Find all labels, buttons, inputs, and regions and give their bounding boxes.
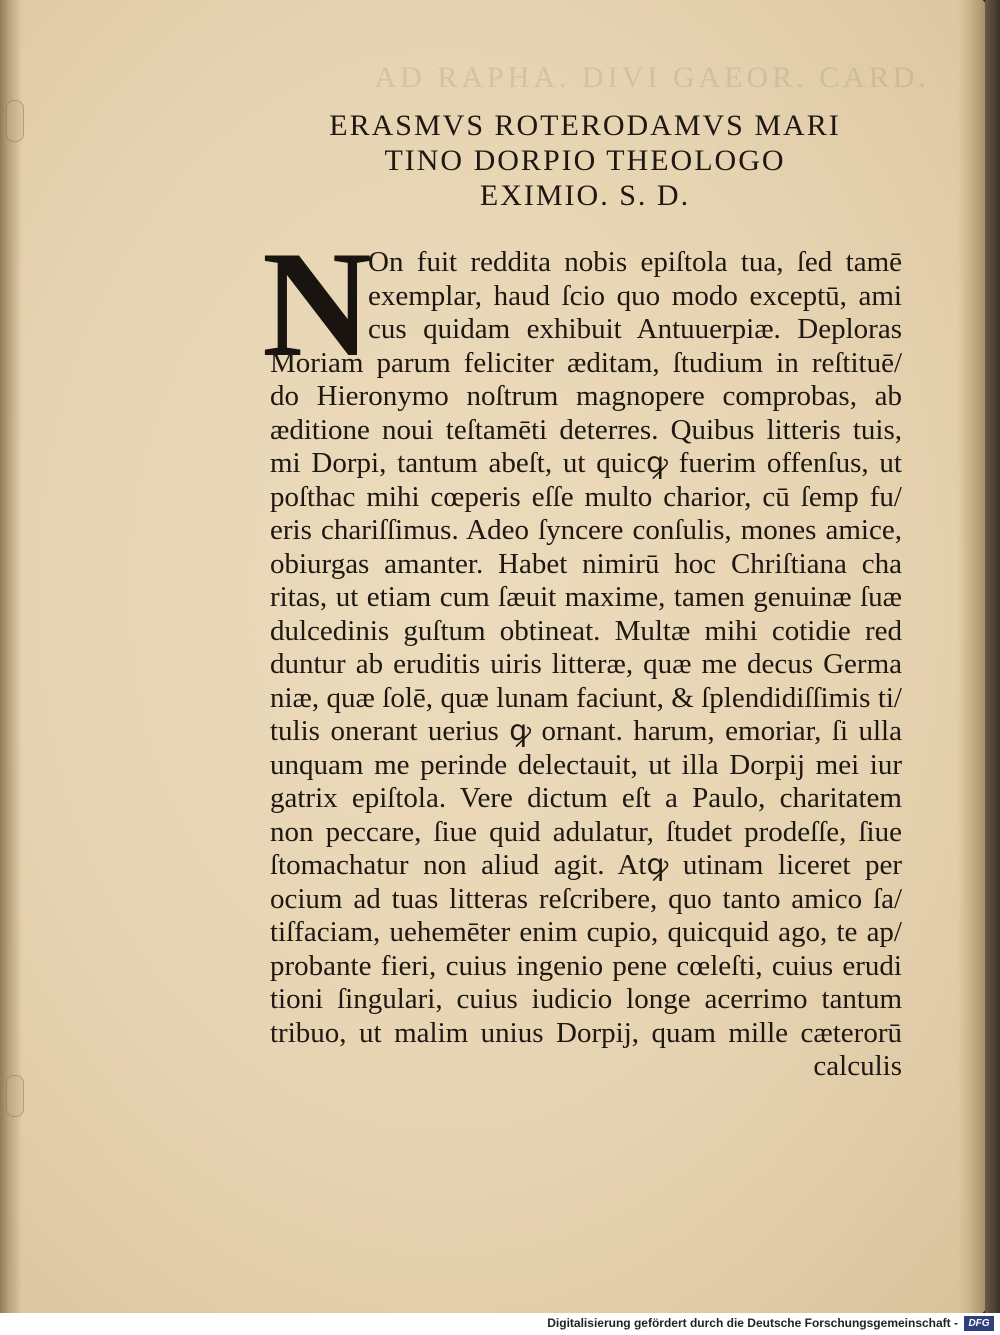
heading-line-2: TINO DORPIO THEOLOGO xyxy=(384,144,786,177)
drop-capital: N xyxy=(262,220,372,388)
text-line: Moriam parum feliciter æditam, ſtudium in reſtituē/ xyxy=(270,346,902,379)
heading-line-3: EXIMIO. S. D. xyxy=(479,179,691,212)
letter-body xyxy=(270,246,902,1084)
text-line: niæ, quæ ſolē, quæ lunam faciunt, & ſplendidiſſimis ti/ xyxy=(270,681,902,714)
binding-hole xyxy=(6,100,24,142)
text-line: duntur ab eruditis uiris litteræ, quæ me decus Germa xyxy=(270,648,902,680)
text-line: unquam me perinde delectauit, ut illa Dorpij mei iur xyxy=(270,748,902,781)
footer-bar xyxy=(0,1313,1000,1335)
text-line: dulcedinis guſtum obtineat. Multæ mihi cotidie red xyxy=(270,614,902,647)
text-line: eris chariſſimus. Adeo ſyncere conſulis, mones amice, xyxy=(270,514,902,546)
text-line: æditione noui teſtamēti deterres. Quibus litteris tuis, xyxy=(270,413,902,446)
footer-credit: Digitalisierung gefördert durch die Deutsche Forschungsgemeinschaft - xyxy=(547,1316,958,1330)
text-line: tiſfaciam, uehemēter enim cupio, quicquid ago, te ap/ xyxy=(270,916,902,948)
text-line: do Hieronymo noſtrum magnopere comprobas, ab xyxy=(270,380,902,412)
binding-hole xyxy=(6,1075,24,1117)
text-line: tulis onerant uerius ꝙ ornant. harum, emoriar, ſi ulla xyxy=(270,715,902,747)
text-line: ritas, ut etiam cum ſæuit maxime, tamen genuinæ ſuæ xyxy=(270,581,902,613)
text-line: non peccare, ſiue quid adulatur, ſtudet prodeſſe, ſiue xyxy=(270,815,902,848)
heading-line-1: ERASMVS ROTERODAMVS MARI xyxy=(329,109,841,142)
page-edge-shadow xyxy=(958,0,985,1313)
text-line: gatrix epiſtola. Vere dictum eſt a Paulo, charitatem xyxy=(270,782,902,814)
dfg-logo-icon: DFG xyxy=(964,1316,994,1331)
text-line: cus quidam exhibuit Antuuerpiæ. Deploras xyxy=(368,313,902,345)
text-line: poſthac mihi cœperis eſſe multo charior, cū ſemp fu/ xyxy=(270,480,902,513)
text-line: ſtomachatur non aliud agit. Atꝙ utinam liceret per xyxy=(270,849,902,881)
text-line: ocium ad tuas litteras reſcribere, quo tanto amico ſa/ xyxy=(270,882,902,915)
letter-heading xyxy=(270,108,900,213)
text-line: On fuit reddita nobis epiſtola tua, ſed tamē xyxy=(368,246,902,278)
text-line: mi Dorpi, tantum abeſt, ut quicꝙ fuerim offenſus, ut xyxy=(270,447,902,479)
book-cover-edge xyxy=(985,0,1000,1313)
text-line: tioni ſingulari, cuius iudicio longe acerrimo tantum xyxy=(270,983,902,1015)
text-line: obiurgas amanter. Habet nimirū hoc Chriſtiana cha xyxy=(270,547,902,580)
bleed-through-text: AD RAPHA. DIVI GAEOR. CARD. xyxy=(374,61,930,94)
text-line: probante fieri, cuius ingenio pene cœleſti, cuius erudi xyxy=(270,949,902,982)
text-line: tribuo, ut malim unius Dorpij, quam mille cæterorū xyxy=(270,1016,902,1049)
catchword: calculis xyxy=(813,1050,902,1082)
text-line: exemplar, haud ſcio quo modo exceptū, ami xyxy=(368,279,902,312)
